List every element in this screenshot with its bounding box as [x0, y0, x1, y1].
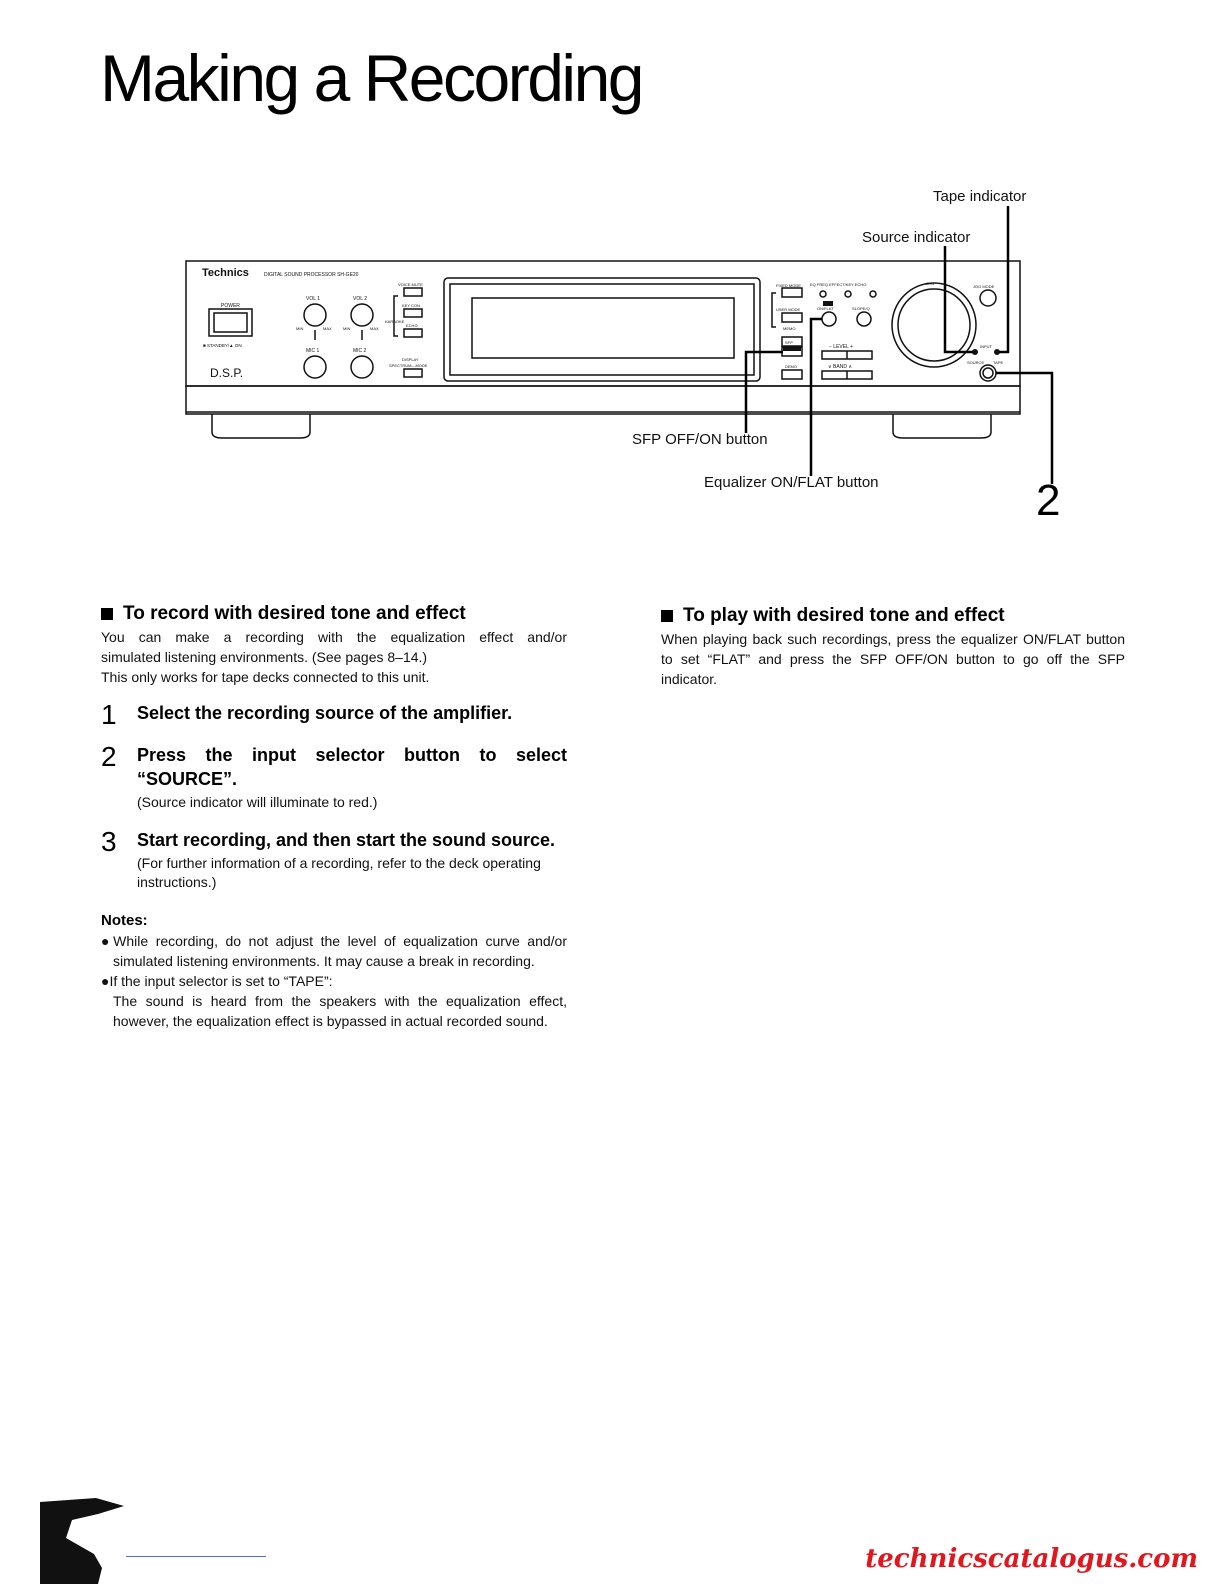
key-con-button: [404, 309, 422, 317]
step-number: 2: [101, 741, 117, 772]
user-mode-button: [782, 313, 802, 322]
echo-button: [404, 329, 422, 337]
jog-mode-label: JOG MODE: [973, 284, 995, 289]
vol1-min-label: MIN: [296, 326, 304, 331]
mic1-label: MIC 1: [306, 348, 320, 354]
effect-indicator: [845, 291, 851, 297]
footer-url[interactable]: technicscatalogus.com: [865, 1544, 1198, 1574]
on-flat-label: ON/FLAT: [817, 306, 834, 311]
vol2-label: VOL 2: [353, 296, 367, 302]
brand-label: Technics: [202, 267, 249, 279]
demo-label: DEMO: [785, 364, 797, 369]
vol1-label: VOL 1: [306, 296, 320, 302]
user-mode-label: USER MODE: [776, 307, 801, 312]
step-2-marker: 2: [1036, 476, 1061, 525]
step-text: Press the input selector button to select “SOURCE”.: [137, 745, 567, 789]
sfp-label: SFP: [785, 340, 793, 345]
bullet-square-icon: [661, 610, 673, 622]
memo-label: MEMO: [783, 326, 796, 331]
karaoke-label: KARAOKE: [385, 319, 405, 324]
chassis-outline: [186, 261, 1020, 386]
step-text: Select the recording source of the amplifier.: [137, 703, 513, 723]
echo-label: ECHO: [406, 323, 418, 328]
record-section-heading: To record with desired tone and effect: [101, 603, 567, 625]
display-screen: [472, 298, 734, 358]
vol1-knob: [304, 304, 326, 326]
display-window: [444, 278, 760, 381]
left-foot: [212, 414, 310, 438]
fixed-mode-button: [782, 288, 802, 297]
on-flat-button: [822, 312, 836, 326]
right-column: [661, 605, 1125, 689]
jog-dial: [892, 283, 976, 367]
tape-indicator-leader: [999, 206, 1008, 352]
spectrum-mode-label: SPECTRUM—MODE: [389, 363, 428, 368]
play-body: When playing back such recordings, press the equalizer ON/FLAT button to set “FLAT” and press the SFP OFF/ON button to go off the SFP indicator.: [661, 631, 1125, 687]
level-label: − LEVEL +: [829, 344, 853, 350]
eq-button-leader: [811, 319, 822, 476]
step-number: 3: [101, 826, 117, 857]
display-button: [404, 369, 422, 377]
band-label: ∨ BAND ∧: [828, 364, 852, 370]
step-3: [101, 828, 567, 892]
input-label: INPUT: [980, 344, 992, 349]
device-front-panel-illustration: [0, 0, 1224, 560]
vol2-max-label: MAX: [370, 326, 379, 331]
voice-mute-label: VOICE MUTE: [398, 282, 423, 287]
play-section-heading: To play with desired tone and effect: [661, 605, 1125, 627]
mic2-jack: [351, 356, 373, 378]
page-title: Making a Recording: [100, 41, 642, 115]
intro-line-2: simulated listening environments. (See pages 8–14.): [101, 649, 428, 665]
step-2-leader: [996, 373, 1052, 484]
step-note: (Source indicator will illuminate to red.): [137, 794, 378, 810]
vol2-min-label: MIN: [343, 326, 351, 331]
eq-freq-label: EQ FREQ EFFECT/KEY ECHO: [810, 282, 867, 287]
key-con-label: KEY CON: [402, 303, 420, 308]
step-number: 1: [101, 699, 117, 730]
tape-label: TAPE: [993, 360, 1004, 365]
step-2: [101, 743, 567, 812]
demo-button: [782, 370, 802, 379]
power-label: POWER: [221, 303, 240, 309]
vol1-max-label: MAX: [323, 326, 332, 331]
fixed-mode-label: FIXED MODE: [776, 283, 801, 288]
source-indicator-label: Source indicator: [862, 229, 971, 246]
display-label: DISPLAY: [402, 357, 419, 362]
eq-indicator: [820, 291, 826, 297]
notes-block: [101, 912, 567, 1031]
step-text: Start recording, and then start the sound source.: [137, 830, 556, 850]
step-note: (For further information of a recording, refer to the deck operating instructions.): [137, 855, 541, 890]
jog-label: JOG: [926, 281, 935, 286]
voice-mute-button: [404, 288, 422, 296]
tape-indicator-label: Tape indicator: [933, 188, 1027, 205]
slope-button: [857, 312, 871, 326]
page-tab-marker: [36, 1492, 146, 1584]
mic1-jack: [304, 356, 326, 378]
source-label: SOURCE: [967, 360, 985, 365]
left-column: [101, 603, 567, 1031]
intro-line-3: This only works for tape decks connected to this unit.: [101, 669, 430, 685]
bullet-square-icon: [101, 608, 113, 620]
intro-line-1: You can make a recording with the equalization effect and/or: [101, 629, 567, 645]
notes-heading: Notes:: [101, 912, 148, 929]
sfp-button-leader: [746, 352, 783, 433]
note-item: ●While recording, do not adjust the level of equalization curve and/or simulated listening environments. It may cause a break in recording.: [101, 933, 567, 969]
echo-indicator: [870, 291, 876, 297]
note-item: The sound is heard from the speakers with the equalization effect, however, the equalization effect is bypassed in actual recorded sound.: [113, 993, 567, 1029]
step-1: [101, 701, 567, 729]
record-intro: [101, 627, 567, 687]
vol2-knob: [351, 304, 373, 326]
sfp-button-label: SFP OFF/ON button: [632, 431, 768, 448]
right-foot: [893, 414, 991, 438]
slope-label: SLOPE/Q: [852, 306, 870, 311]
jog-mode-button: [980, 290, 996, 306]
model-label: DIGITAL SOUND PROCESSOR SH-GE20: [264, 272, 359, 278]
dsp-logo: D.S.P.: [210, 366, 244, 380]
chassis-base: [186, 386, 1020, 414]
note-item: ●If the input selector is set to “TAPE”:: [101, 973, 333, 989]
mic2-label: MIC 2: [353, 348, 367, 354]
standby-label: ■ STANDBY/▲ ON: [203, 343, 242, 348]
underline-rule: [126, 1556, 266, 1557]
eq-button-label: Equalizer ON/FLAT button: [704, 474, 879, 491]
